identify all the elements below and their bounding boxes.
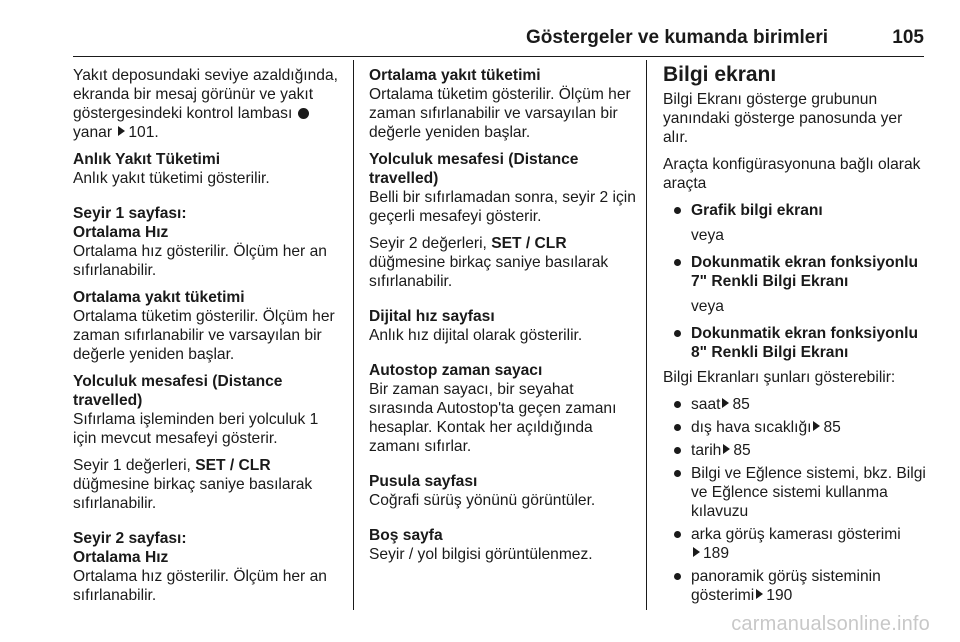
distance-text: Sıfırlama işleminden beri yolculuk 1 için mevcut mesafeyi gösterir. <box>73 411 319 447</box>
set-clr-button-label: SET / CLR <box>195 457 271 474</box>
watermark: carmanualsonline.info <box>731 613 930 635</box>
autostop-heading: Autostop zaman sayacı <box>369 362 543 379</box>
list-item: Grafik bilgi ekranı <box>663 201 931 220</box>
list-item: arka görüş kamerası gösterimi 189 <box>663 525 931 563</box>
column-3 <box>663 62 931 611</box>
info-display-title: Bilgi ekranı <box>663 63 777 86</box>
avg-fuel2-heading: Ortalama yakıt tüketimi <box>369 67 541 84</box>
trip1-heading: Seyir 1 sayfası: <box>73 205 187 222</box>
display-items-list <box>663 395 931 605</box>
list-item: tarih 85 <box>663 441 931 460</box>
column-2 <box>369 66 639 572</box>
avg-fuel-heading: Ortalama yakıt tüketimi <box>73 289 245 306</box>
digital-speed-heading: Dijital hız sayfası <box>369 308 495 325</box>
distance2-text: Belli bir sıfırlamadan sonra, seyir 2 için geçerli mesafeyi gösterir. <box>369 189 636 225</box>
blank-page-heading: Boş sayfa <box>369 527 443 544</box>
column-divider-2 <box>646 60 647 610</box>
avg-speed2-heading: Ortalama Hız <box>73 549 169 566</box>
distance-heading: Yolculuk mesafesi (Distance travelled) <box>73 373 283 409</box>
trip2-heading: Seyir 2 sayfası: <box>73 530 187 547</box>
page-ref-arrow-icon <box>813 421 820 431</box>
page-ref: 101. <box>128 124 159 141</box>
autostop-text: Bir zaman sayacı, bir seyahat sırasında Autostop'ta geçen zamanı hesaplar. Kontak her açıldığında zamanı sıfırlar. <box>369 381 617 455</box>
list-item: Dokunmatik ekran fonksiyonlu 7" Renkli Bilgi Ekranı <box>663 253 931 291</box>
or-text: veya <box>691 298 724 315</box>
display-options-list-2 <box>663 253 931 291</box>
distance2-heading: Yolculuk mesafesi (Distance travelled) <box>369 151 579 187</box>
digital-speed-text: Anlık hız dijital olarak gösterilir. <box>369 327 583 344</box>
avg-speed-text: Ortalama hız gösterilir. Ölçüm her an sıfırlanabilir. <box>73 243 327 279</box>
list-item: dış hava sıcaklığı 85 <box>663 418 931 437</box>
page-number: 105 <box>892 27 924 48</box>
display-options-list-3 <box>663 324 931 362</box>
avg-speed2-text: Ortalama hız gösterilir. Ölçüm her an sıfırlanabilir. <box>73 568 327 604</box>
list-item: Dokunmatik ekran fonksiyonlu 8" Renkli Bilgi Ekranı <box>663 324 931 362</box>
instant-fuel-heading: Anlık Yakıt Tüketimi <box>73 151 221 168</box>
can-show-text: Bilgi Ekranları şunları gösterebilir: <box>663 369 896 386</box>
reset-paragraph: Seyir 1 değerleri, SET / CLR düğmesine birkaç saniye basılarak sıfırlanabilir. <box>73 457 313 512</box>
list-item: saat 85 <box>663 395 931 414</box>
or-text: veya <box>691 227 724 244</box>
page-ref-arrow-icon <box>722 398 729 408</box>
reset2-paragraph: Seyir 2 değerleri, SET / CLR düğmesine birkaç saniye basılarak sıfırlanabilir. <box>369 235 609 290</box>
column-divider-1 <box>353 60 354 610</box>
avg-fuel2-text: Ortalama tüketim gösterilir. Ölçüm her zaman sıfırlanabilir ve varsayılan bir değerle yeniden başlar. <box>369 86 631 141</box>
info-display-intro: Bilgi Ekranı gösterge grubunun yanındaki gösterge panosunda yer alır. <box>663 91 903 146</box>
list-item: Bilgi ve Eğlence sistemi, bkz. Bilgi ve Eğlence sistemi kullanma kılavuzu <box>663 464 931 521</box>
column-1 <box>73 66 345 613</box>
page-ref-arrow-icon <box>756 589 763 599</box>
avg-fuel-text: Ortalama tüketim gösterilir. Ölçüm her zaman sıfırlanabilir ve varsayılan bir değerle yeniden başlar. <box>73 308 335 363</box>
avg-speed-heading: Ortalama Hız <box>73 224 169 241</box>
section-title: Göstergeler ve kumanda birimleri <box>525 27 828 48</box>
fuel-warning-paragraph: Yakıt deposundaki seviye azaldığında, ekranda bir mesaj görünür ve yakıt göstergesindeki kontrol lambası yanar 101. <box>73 67 338 141</box>
warning-lamp-dot-icon <box>298 108 309 119</box>
page-header <box>0 0 960 60</box>
list-item: panoramik görüş sisteminin gösterimi 190 <box>663 567 931 605</box>
compass-heading: Pusula sayfası <box>369 473 478 490</box>
compass-text: Coğrafi sürüş yönünü görüntüler. <box>369 492 596 509</box>
page-ref-arrow-icon <box>693 547 700 557</box>
blank-page-text: Seyir / yol bilgisi görüntülenmez. <box>369 546 593 563</box>
display-options-list <box>663 201 931 220</box>
header-rule <box>73 56 924 57</box>
set-clr-button-label: SET / CLR <box>491 235 567 252</box>
instant-fuel-text: Anlık yakıt tüketimi gösterilir. <box>73 170 270 187</box>
page-ref-arrow-icon <box>118 126 125 136</box>
config-text: Araçta konfigürasyonuna bağlı olarak araçta <box>663 156 921 192</box>
page-ref-arrow-icon <box>723 444 730 454</box>
